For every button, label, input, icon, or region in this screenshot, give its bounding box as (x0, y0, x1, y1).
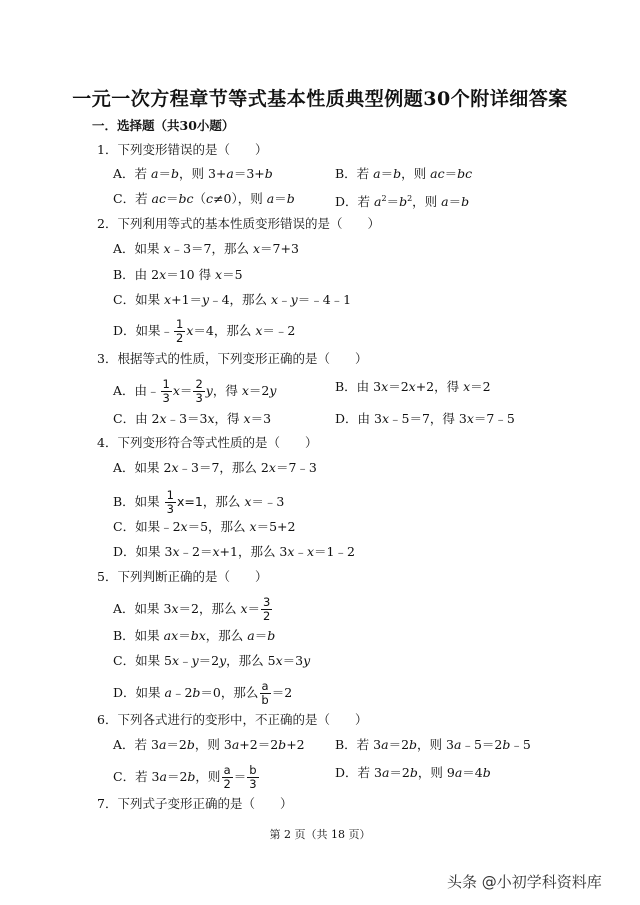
question-5-stem: 5．下列判断正确的是（ ） (97, 569, 268, 584)
question-4-stem: 4．下列变形符合等式性质的是（ ） (97, 435, 318, 450)
question-5-option-b: B．如果 ax＝bx，那么 a＝b (113, 628, 276, 643)
question-3-option-d: D．由 3x﹣5＝7，得 3x＝7﹣5 (335, 411, 515, 426)
question-4-option-a: A．如果 2x﹣3＝7，那么 2x＝7﹣3 (113, 460, 317, 475)
question-4-option-c: C．如果﹣2x＝5，那么 x＝5+2 (113, 519, 296, 534)
question-1-stem: 1．下列变形错误的是（ ） (97, 142, 268, 157)
watermark: 头条 @小初学科资料库 (447, 873, 602, 891)
question-7-stem: 7．下列式子变形正确的是（ ） (97, 796, 293, 811)
question-5-option-d: D．如果 a﹣2b＝0，那么 $\frac{a}{b}$ ＝2 (113, 679, 293, 707)
question-1-option-c: C．若 ac＝bc（c≠0），则 a＝b (113, 191, 295, 206)
question-6-option-a: A．若 3a＝2b，则 3a+2＝2b+2 (113, 737, 305, 752)
question-6-stem: 6．下列各式进行的变形中，不正确的是（ ） (97, 712, 368, 727)
question-3-option-b: B．由 3x＝2x+2，得 x＝2 (335, 379, 491, 394)
page-footer: 第 2 页（共 18 页） (269, 828, 371, 841)
question-3-stem: 3．根据等式的性质，下列变形正确的是（ ） (97, 351, 368, 366)
question-6-option-d: D．若 3a＝2b，则 9a＝4b (335, 765, 491, 780)
question-6-option-c: C．若 3a＝2b，则 $\frac{a}{2}$ ＝ $\frac{b}{3}$ (113, 763, 257, 791)
question-1-option-b: B．若 a＝b，则 ac＝bc (335, 166, 473, 181)
question-3-option-c: C．由 2x﹣3＝3x，得 x＝3 (113, 411, 272, 426)
question-5-option-c: C．如果 5x﹣y＝2y，那么 5x＝3y (113, 653, 311, 668)
question-1-option-d: D．若 $a^2=b^2$，则 a＝b (335, 194, 470, 209)
question-1-option-a: A．若 a＝b，则 3+a＝3+b (113, 166, 273, 181)
question-2-option-a: A．如果 x﹣3＝7，那么 x＝7+3 (113, 241, 299, 256)
question-2-option-b: B．由 2x＝10 得 x＝5 (113, 267, 243, 282)
question-2-stem: 2．下列利用等式的基本性质变形错误的是（ ） (97, 216, 380, 231)
question-2-option-c: C．如果 x+1＝y﹣4，那么 x﹣y＝﹣4﹣1 (113, 292, 352, 307)
section-heading: 一．选择题（共30小题） (92, 118, 235, 133)
question-5-option-a: A．如果 3x＝2，那么 x＝ $\frac{3}{2}$ (113, 595, 271, 623)
question-6-option-b: B．若 3a＝2b，则 3a﹣5＝2b﹣5 (335, 737, 531, 752)
document-title: 一元一次方程章节等式基本性质典型例题30个附详细答案 (72, 88, 568, 110)
question-4-option-d: D．如果 3x﹣2＝x+1，那么 3x﹣x＝1﹣2 (113, 544, 355, 559)
question-4-option-b: B．如果 $\frac{1}{3}$ x=1，那么 x＝﹣3 (113, 488, 285, 516)
question-3-option-a: A．由﹣ $\frac{1}{3}$ x＝ $\frac{2}{3}$ y，得 x＝2y (113, 377, 277, 405)
question-2-option-d: D．如果﹣ $\frac{1}{2}$ x＝4，那么 x＝﹣2 (113, 317, 296, 345)
